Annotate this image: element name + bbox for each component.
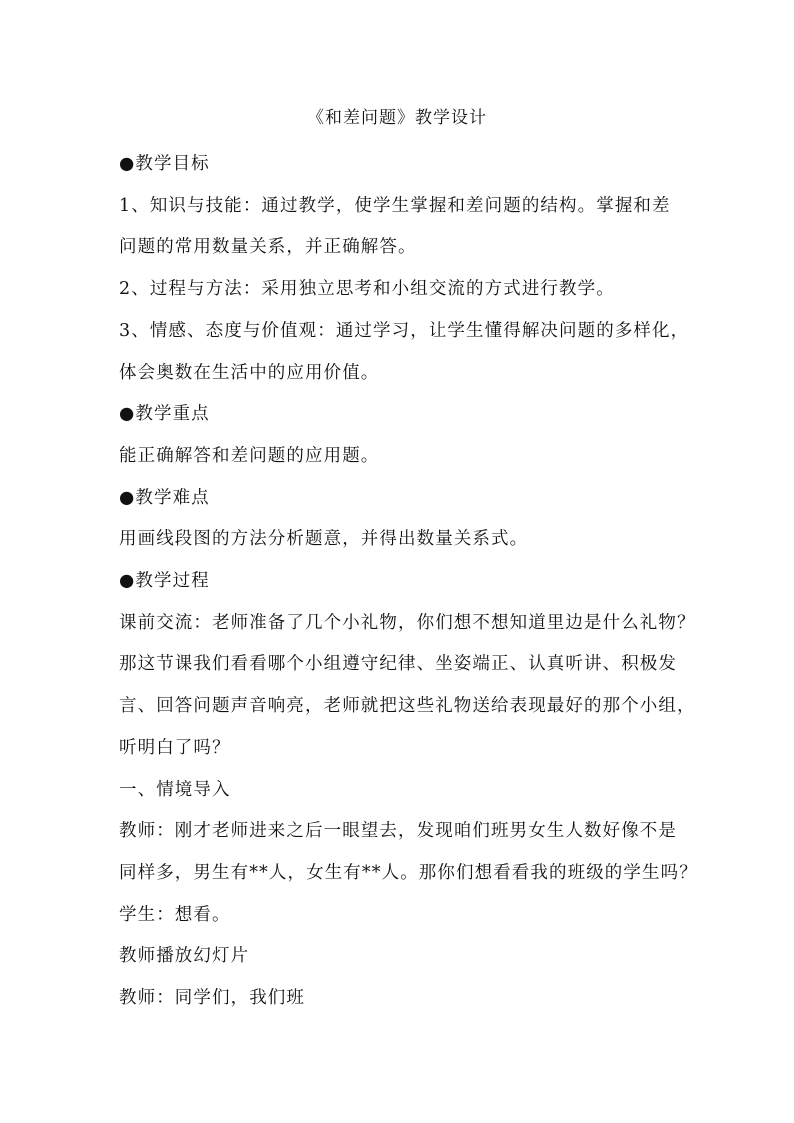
body-text-line: 同样多，男生有**人，女生有**人。那你们想看看我的班级的学生吗？ bbox=[119, 862, 698, 883]
body-text-line: 2、过程与方法：采用独立思考和小组交流的方式进行教学。 bbox=[119, 279, 615, 300]
body-text-line: 听明白了吗？ bbox=[119, 737, 231, 758]
section-heading: ●教学重点 bbox=[119, 404, 210, 425]
body-text-line: 教师：刚才老师进来之后一眼望去，发现咱们班男女生人数好像不是 bbox=[119, 821, 677, 842]
section-heading: ●教学目标 bbox=[119, 154, 210, 174]
body-text-line: 3、情感、态度与价值观：通过学习，让学生懂得解决问题的多样化， bbox=[119, 320, 690, 341]
body-text-line: 能正确解答和差问题的应用题。 bbox=[119, 445, 380, 466]
document-body bbox=[119, 144, 698, 1020]
body-text-line: 1、知识与技能：通过教学，使学生掌握和差问题的结构。掌握和差 bbox=[119, 195, 671, 216]
document-title: 《和差问题》教学设计 bbox=[307, 108, 487, 128]
body-text-line: 体会奥数在生活中的应用价值。 bbox=[119, 362, 380, 383]
section-heading: ●教学过程 bbox=[119, 571, 210, 592]
body-text-line: 课前交流：老师准备了几个小礼物，你们想不想知道里边是什么礼物？ bbox=[119, 612, 696, 633]
body-text-line: 学生：想看。 bbox=[119, 904, 231, 925]
body-text-line: 一、情境导入 bbox=[119, 779, 231, 800]
body-text-line: 问题的常用数量关系，并正确解答。 bbox=[119, 237, 417, 258]
body-text-line: 那这节课我们看看哪个小组遵守纪律、坐姿端正、认真听讲、积极发 bbox=[119, 654, 677, 675]
body-text-line: 言、回答问题声音响亮，老师就把这些礼物送给表现最好的那个小组， bbox=[119, 696, 696, 717]
body-text-line: 教师：同学们，我们班 bbox=[119, 988, 305, 1009]
body-text-line: 教师播放幻灯片 bbox=[119, 946, 250, 967]
body-text-line: 用画线段图的方法分析题意，并得出数量关系式。 bbox=[119, 529, 529, 550]
section-heading: ●教学难点 bbox=[119, 487, 210, 508]
